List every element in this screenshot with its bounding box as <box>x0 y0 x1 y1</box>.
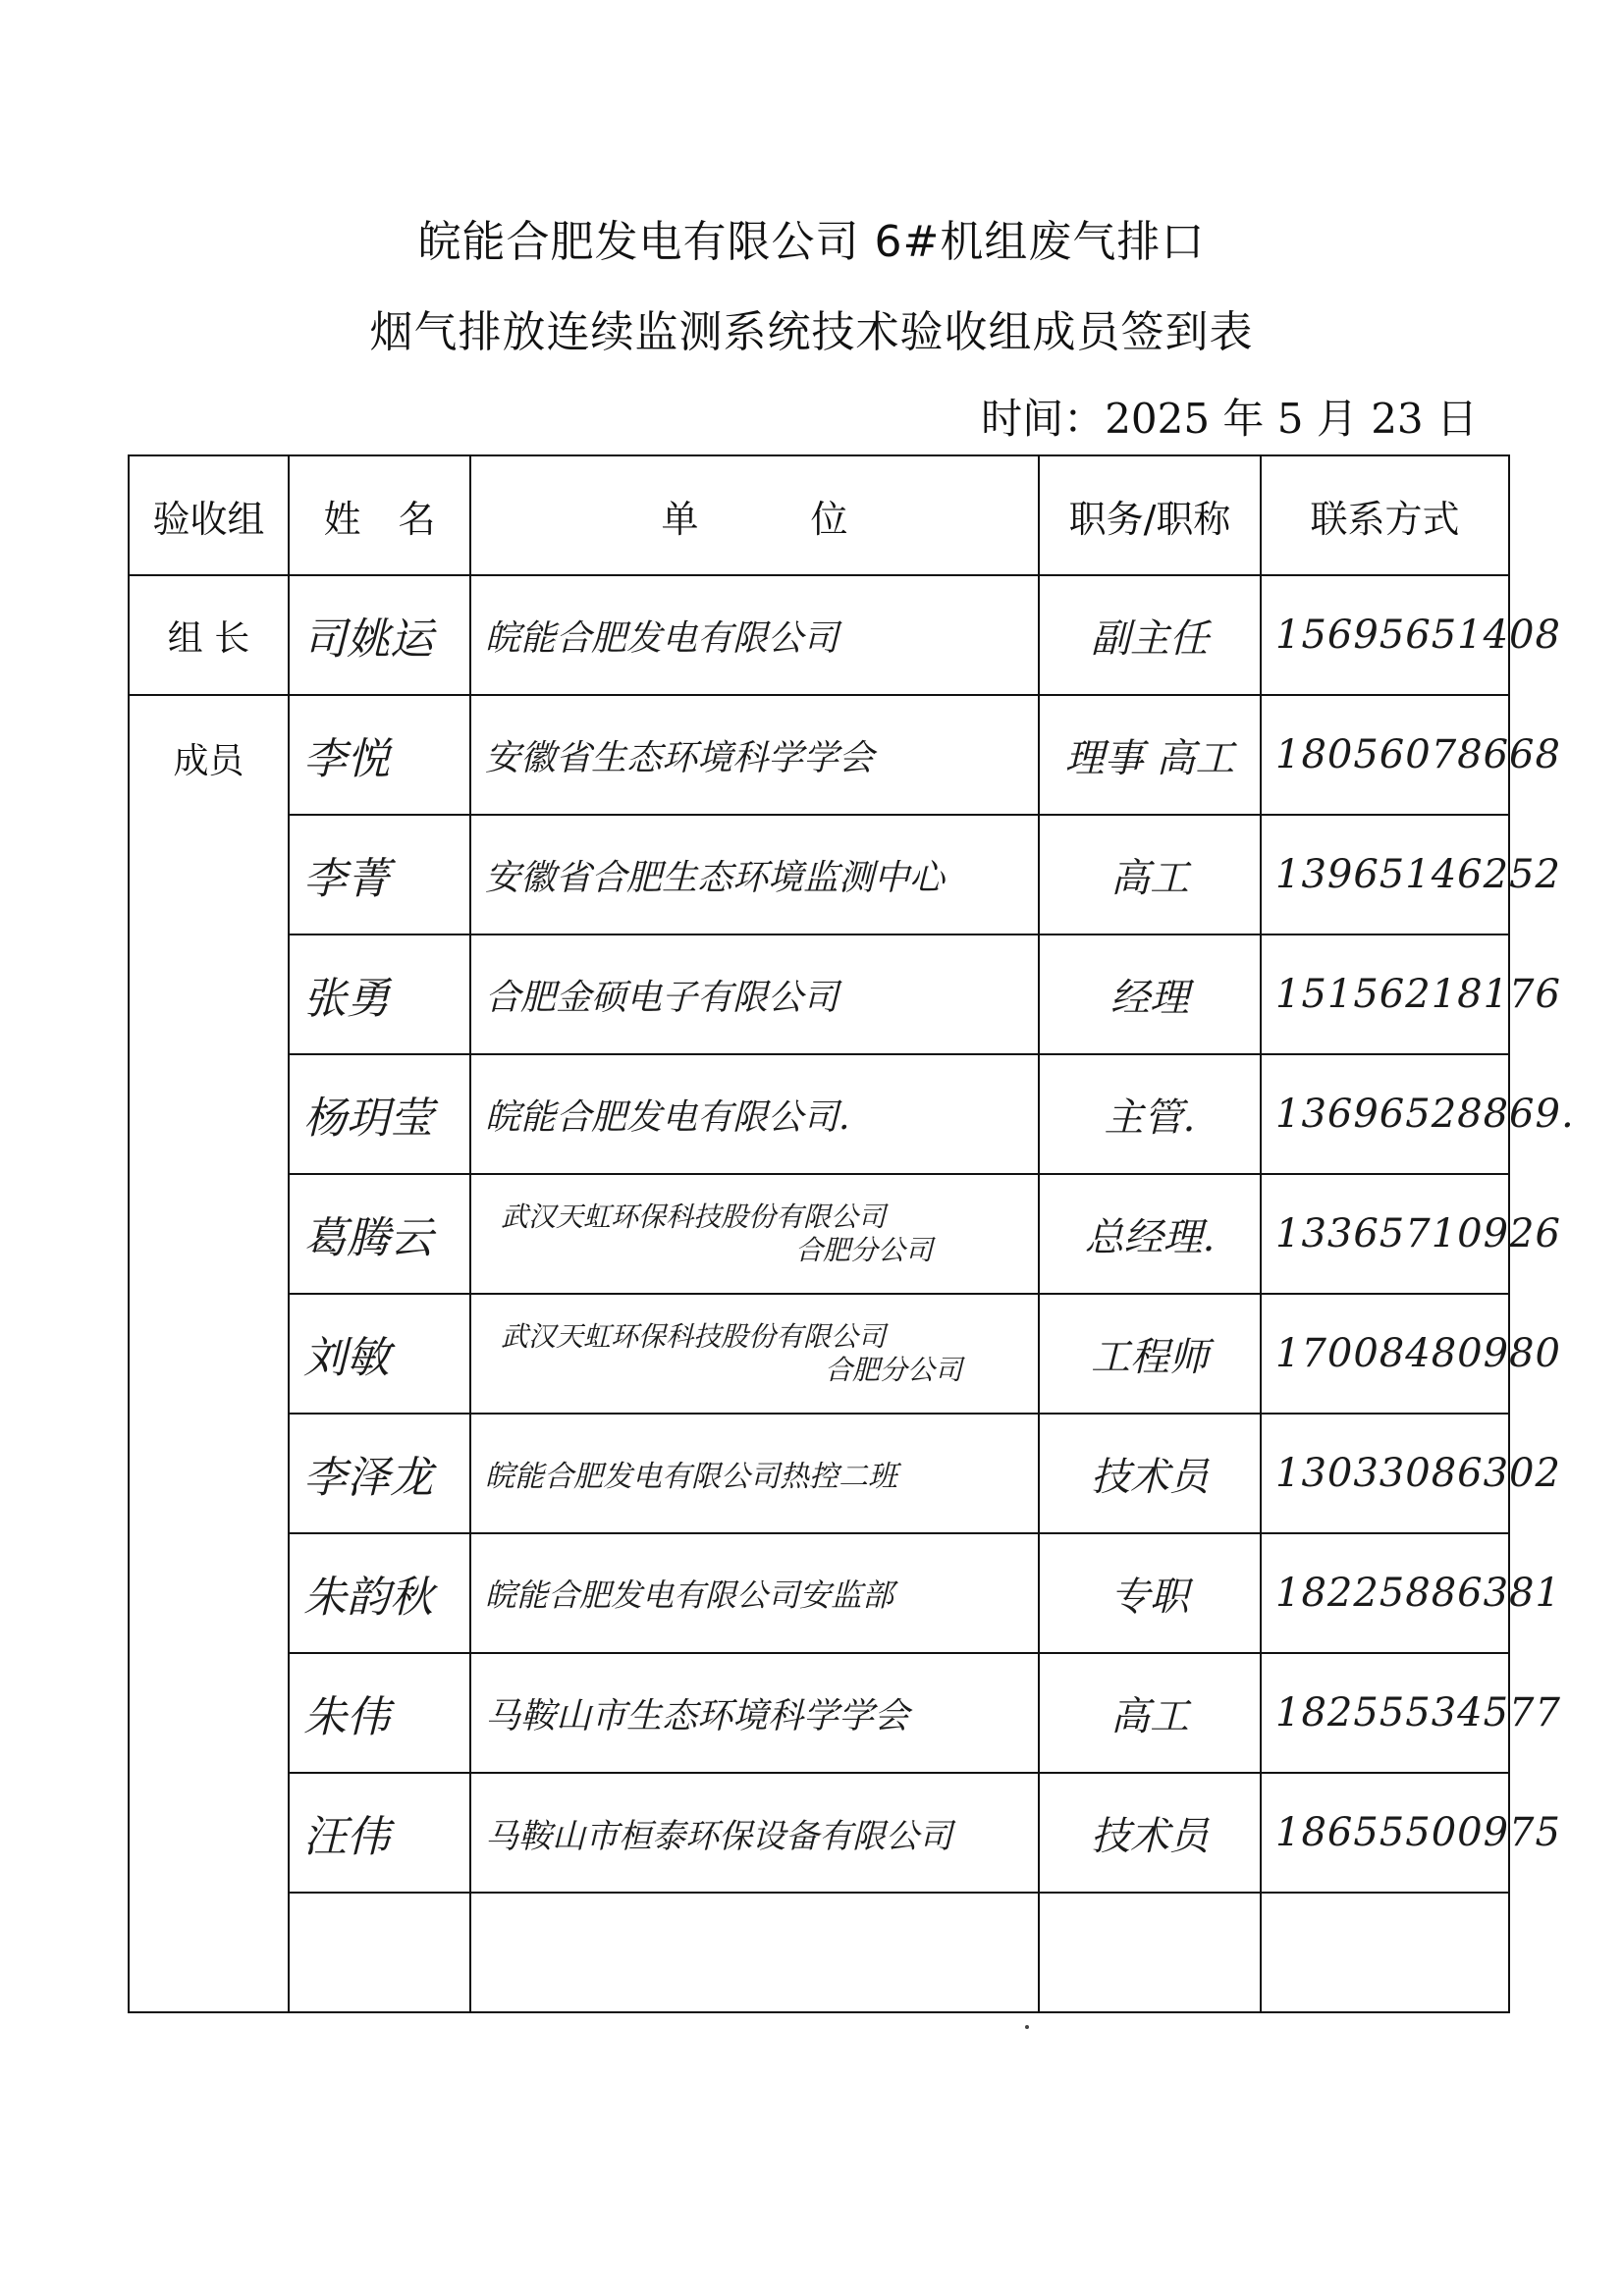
signature-name: 朱韵秋 <box>289 1533 470 1653</box>
signature-name: 李泽龙 <box>289 1414 470 1533</box>
column-header-unit: 单 位 <box>470 455 1039 575</box>
signature-name: 李悦 <box>289 695 470 815</box>
position-cell: 专职 <box>1039 1533 1261 1653</box>
date-value: 2025 年 5 月 23 日 <box>1105 395 1478 443</box>
role-member: 成员 <box>129 695 289 815</box>
position-cell: 经理 <box>1039 934 1261 1054</box>
position-cell: 高工 <box>1039 1653 1261 1773</box>
column-header-group: 验收组 <box>129 455 289 575</box>
member-row <box>129 1054 1509 1174</box>
signature-name: 张勇 <box>289 934 470 1054</box>
position-cell: 副主任 <box>1039 575 1261 695</box>
member-row <box>129 1653 1509 1773</box>
role-blank <box>129 1054 289 1174</box>
member-row <box>129 1773 1509 1893</box>
member-row <box>129 1294 1509 1414</box>
signature-name: 汪伟 <box>289 1773 470 1893</box>
position-cell: 技术员 <box>1039 1773 1261 1893</box>
phone-cell: 18225886381 <box>1261 1533 1509 1653</box>
unit-cell: 皖能合肥发电有限公司热控二班 <box>470 1414 1039 1533</box>
empty-row <box>129 1893 1509 2012</box>
member-row <box>129 1533 1509 1653</box>
role-blank <box>129 1533 289 1653</box>
document-title-line2: 烟气排放连续监测系统技术验收组成员签到表 <box>369 307 1254 357</box>
phone-cell: 13365710926 <box>1261 1174 1509 1294</box>
member-row <box>129 1174 1509 1294</box>
unit-line: 武汉天虹环保科技股份有限公司 <box>501 1201 887 1234</box>
phone-cell: 15156218176 <box>1261 934 1509 1054</box>
role-blank <box>129 1773 289 1893</box>
signature-name: 刘敏 <box>289 1294 470 1414</box>
unit-line-2: 合肥分公司 <box>795 1234 934 1266</box>
phone-cell: 13965146252 <box>1261 815 1509 934</box>
unit-cell: 马鞍山市桓泰环保设备有限公司 <box>470 1773 1039 1893</box>
unit-cell <box>470 1294 1039 1414</box>
empty-cell <box>1039 1893 1261 2012</box>
role-blank <box>129 1174 289 1294</box>
phone-cell: 15695651408 <box>1261 575 1509 695</box>
member-row <box>129 934 1509 1054</box>
signature-name: 司姚运 <box>289 575 470 695</box>
unit-cell: 皖能合肥发电有限公司安监部 <box>470 1533 1039 1653</box>
unit-cell: 皖能合肥发电有限公司. <box>470 1054 1039 1174</box>
unit-cell: 安徽省合肥生态环境监测中心 <box>470 815 1039 934</box>
role-blank <box>129 1294 289 1414</box>
phone-cell: 17008480980 <box>1261 1294 1509 1414</box>
date-line <box>981 387 1478 446</box>
role-blank <box>129 1653 289 1773</box>
unit-cell: 皖能合肥发电有限公司 <box>470 575 1039 695</box>
signature-name: 杨玥莹 <box>289 1054 470 1174</box>
signature-name: 李菁 <box>289 815 470 934</box>
position-cell: 主管. <box>1039 1054 1261 1174</box>
empty-cell <box>289 1893 470 2012</box>
member-row <box>129 695 1509 815</box>
unit-line-2: 合肥分公司 <box>825 1354 963 1386</box>
unit-cell: 安徽省生态环境科学学会 <box>470 695 1039 815</box>
member-row <box>129 815 1509 934</box>
position-cell: 工程师 <box>1039 1294 1261 1414</box>
role-blank <box>129 1893 289 2012</box>
header-row <box>129 455 1509 575</box>
position-cell: 理事 高工 <box>1039 695 1261 815</box>
scan-speck <box>1025 2025 1029 2029</box>
unit-cell: 马鞍山市生态环境科学学会 <box>470 1653 1039 1773</box>
signature-name: 葛腾云 <box>289 1174 470 1294</box>
document-title-line1: 皖能合肥发电有限公司 6#机组废气排口 <box>417 217 1206 267</box>
unit-cell: 合肥金硕电子有限公司 <box>470 934 1039 1054</box>
position-cell: 高工 <box>1039 815 1261 934</box>
role-blank <box>129 815 289 934</box>
position-cell: 技术员 <box>1039 1414 1261 1533</box>
role-blank <box>129 1414 289 1533</box>
sign-in-table <box>128 454 1575 2013</box>
member-row <box>129 1414 1509 1533</box>
position-cell: 总经理. <box>1039 1174 1261 1294</box>
column-header-name: 姓 名 <box>289 455 470 575</box>
phone-cell: 18056078668 <box>1261 695 1509 815</box>
empty-cell <box>470 1893 1039 2012</box>
leader-row <box>129 575 1509 695</box>
empty-cell <box>1261 1893 1509 2012</box>
role-leader: 组 长 <box>129 575 289 695</box>
phone-cell: 18655500975 <box>1261 1773 1509 1893</box>
phone-cell: 13696528869. <box>1261 1054 1509 1174</box>
column-header-position: 职务/职称 <box>1039 455 1261 575</box>
date-label: 时间： <box>981 395 1106 443</box>
unit-cell <box>470 1174 1039 1294</box>
column-header-contact: 联系方式 <box>1261 455 1509 575</box>
unit-line: 武汉天虹环保科技股份有限公司 <box>501 1320 887 1354</box>
phone-cell: 18255534577 <box>1261 1653 1509 1773</box>
role-blank <box>129 934 289 1054</box>
phone-cell: 13033086302 <box>1261 1414 1509 1533</box>
signature-name: 朱伟 <box>289 1653 470 1773</box>
